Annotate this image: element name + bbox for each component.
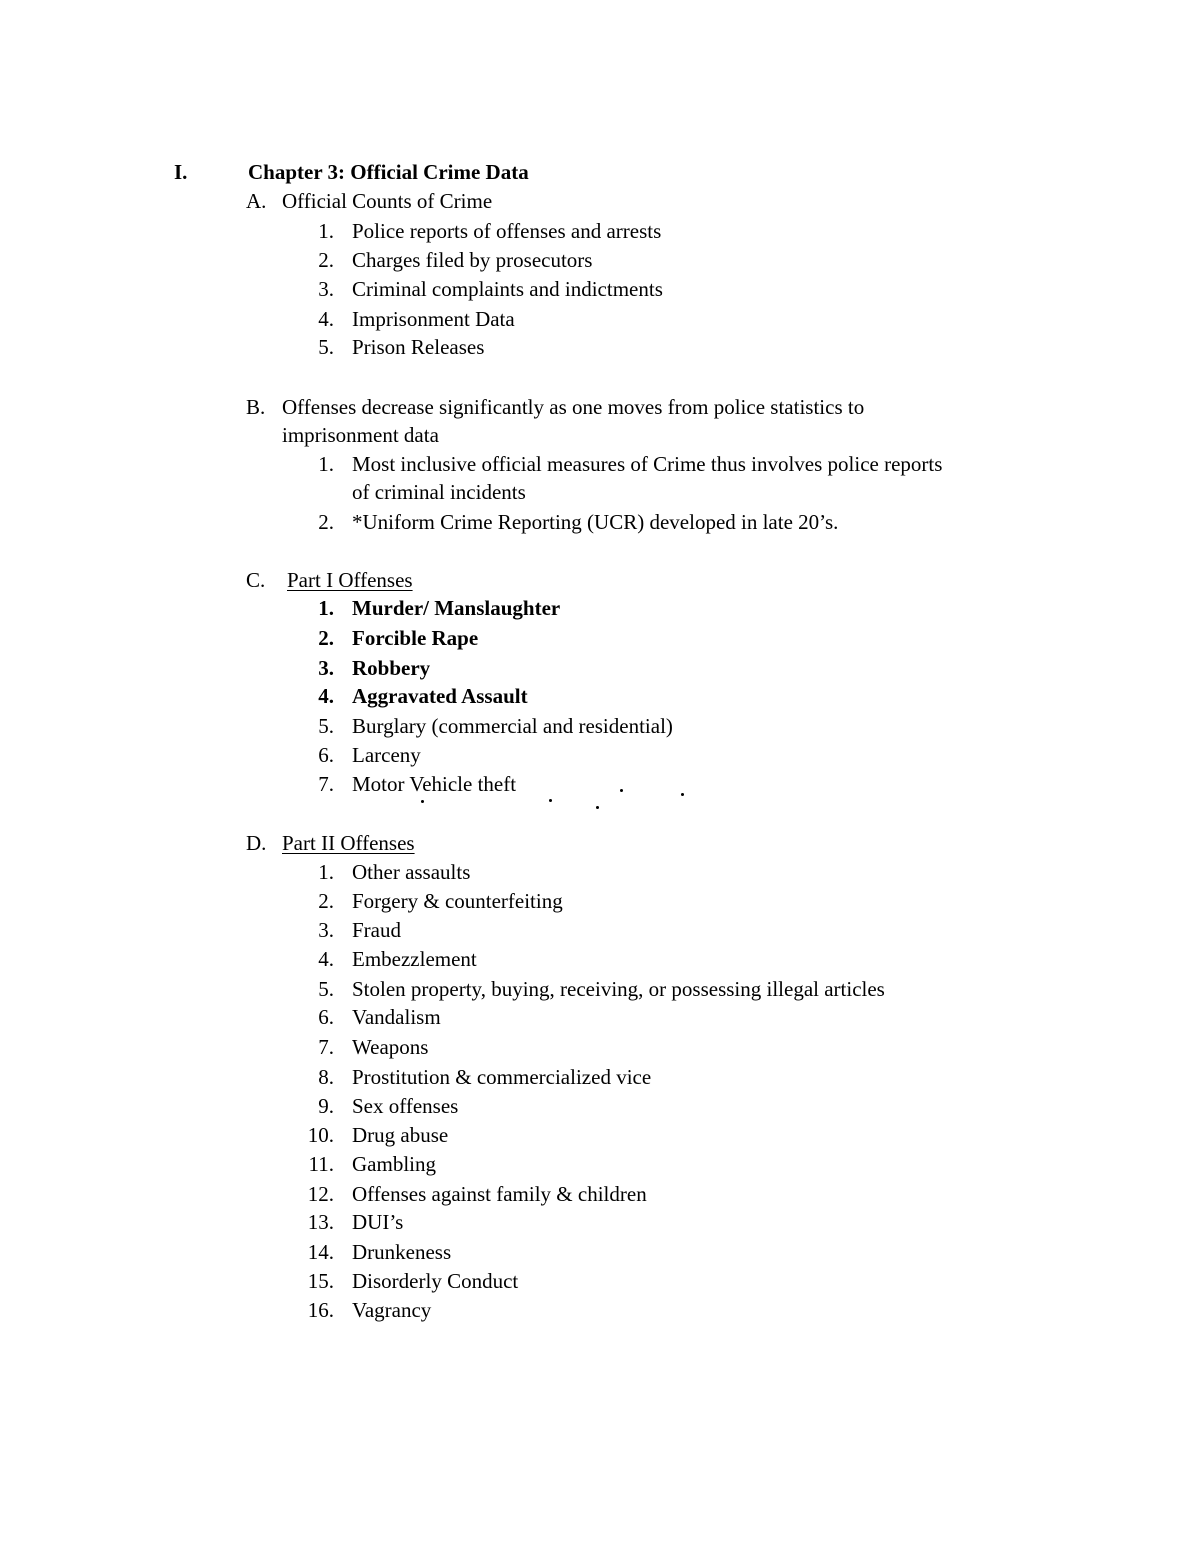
list-item: Vandalism (352, 1005, 441, 1029)
list-item: Forcible Rape (352, 626, 479, 650)
list-item-number: 1. (318, 219, 334, 243)
list-item-number: 10. (307, 1123, 334, 1147)
list-item: Vagrancy (352, 1298, 432, 1322)
list-item-number: 3. (318, 277, 334, 301)
list-item: Larceny (352, 743, 421, 767)
list-item: Motor Vehicle theft (352, 772, 517, 796)
list-item: DUI’s (352, 1210, 404, 1234)
section-b-heading-continued: imprisonment data (282, 423, 439, 447)
stray-dot-mark (620, 789, 623, 792)
list-item: Charges filed by prosecutors (352, 248, 593, 272)
stray-dot-mark (681, 793, 684, 796)
list-item: Sex offenses (352, 1094, 459, 1118)
list-item: Criminal complaints and indictments (352, 277, 663, 301)
section-c-marker: C. (246, 568, 266, 592)
list-item-number: 4. (318, 947, 334, 971)
list-item-number: 16. (307, 1298, 334, 1322)
list-item: Forgery & counterfeiting (352, 889, 563, 913)
list-item: Stolen property, buying, receiving, or possessing illegal articles (352, 977, 885, 1001)
list-item: Drug abuse (352, 1123, 449, 1147)
list-item-number: 12. (307, 1182, 334, 1206)
list-item-continued: of criminal incidents (352, 480, 526, 504)
list-item: Prison Releases (352, 335, 485, 359)
list-item-number: 4. (318, 684, 334, 708)
list-item-number: 8. (318, 1065, 334, 1089)
list-item: *Uniform Crime Reporting (UCR) developed in late 20’s. (352, 510, 839, 534)
roman-numeral-marker: I. (174, 160, 188, 184)
list-item-number: 6. (318, 743, 334, 767)
list-item-number: 3. (318, 918, 334, 942)
list-item-number: 9. (318, 1094, 334, 1118)
list-item-number: 13. (307, 1210, 334, 1234)
list-item: Offenses against family & children (352, 1182, 647, 1206)
section-b-heading: Offenses decrease significantly as one moves from police statistics to (282, 395, 865, 419)
list-item: Most inclusive official measures of Crime thus involves police reports (352, 452, 943, 476)
list-item-number: 2. (318, 510, 334, 534)
list-item: Embezzlement (352, 947, 477, 971)
list-item-number: 2. (318, 626, 334, 650)
list-item: Robbery (352, 656, 431, 680)
list-item-number: 15. (307, 1269, 334, 1293)
list-item-number: 5. (318, 977, 334, 1001)
section-d-heading: Part II Offenses (282, 831, 415, 855)
list-item-number: 2. (318, 248, 334, 272)
stray-dot-mark (421, 800, 424, 803)
section-a-marker: A. (246, 189, 267, 213)
list-item: Police reports of offenses and arrests (352, 219, 662, 243)
list-item: Imprisonment Data (352, 307, 515, 331)
list-item: Aggravated Assault (352, 684, 528, 708)
list-item-number: 1. (318, 860, 334, 884)
list-item-number: 4. (318, 307, 334, 331)
list-item-number: 5. (318, 714, 334, 738)
section-b-marker: B. (246, 395, 266, 419)
stray-dot-mark (596, 806, 599, 809)
list-item: Drunkeness (352, 1240, 452, 1264)
list-item: Prostitution & commercialized vice (352, 1065, 652, 1089)
list-item-number: 11. (308, 1152, 334, 1176)
section-d-marker: D. (246, 831, 267, 855)
list-item: Weapons (352, 1035, 429, 1059)
list-item-number: 7. (318, 772, 334, 796)
list-item-number: 3. (318, 656, 334, 680)
list-item: Gambling (352, 1152, 436, 1176)
list-item: Murder/ Manslaughter (352, 596, 561, 620)
list-item-number: 6. (318, 1005, 334, 1029)
section-a-heading: Official Counts of Crime (282, 189, 493, 213)
list-item-number: 2. (318, 889, 334, 913)
list-item: Fraud (352, 918, 401, 942)
list-item: Other assaults (352, 860, 471, 884)
list-item-number: 5. (318, 335, 334, 359)
stray-dot-mark (549, 799, 552, 802)
list-item: Burglary (commercial and residential) (352, 714, 673, 738)
list-item-number: 14. (307, 1240, 334, 1264)
section-c-heading: Part I Offenses (287, 568, 413, 592)
list-item-number: 1. (318, 452, 334, 476)
list-item: Disorderly Conduct (352, 1269, 519, 1293)
chapter-title: Chapter 3: Official Crime Data (248, 160, 529, 184)
list-item-number: 1. (318, 596, 334, 620)
list-item-number: 7. (318, 1035, 334, 1059)
